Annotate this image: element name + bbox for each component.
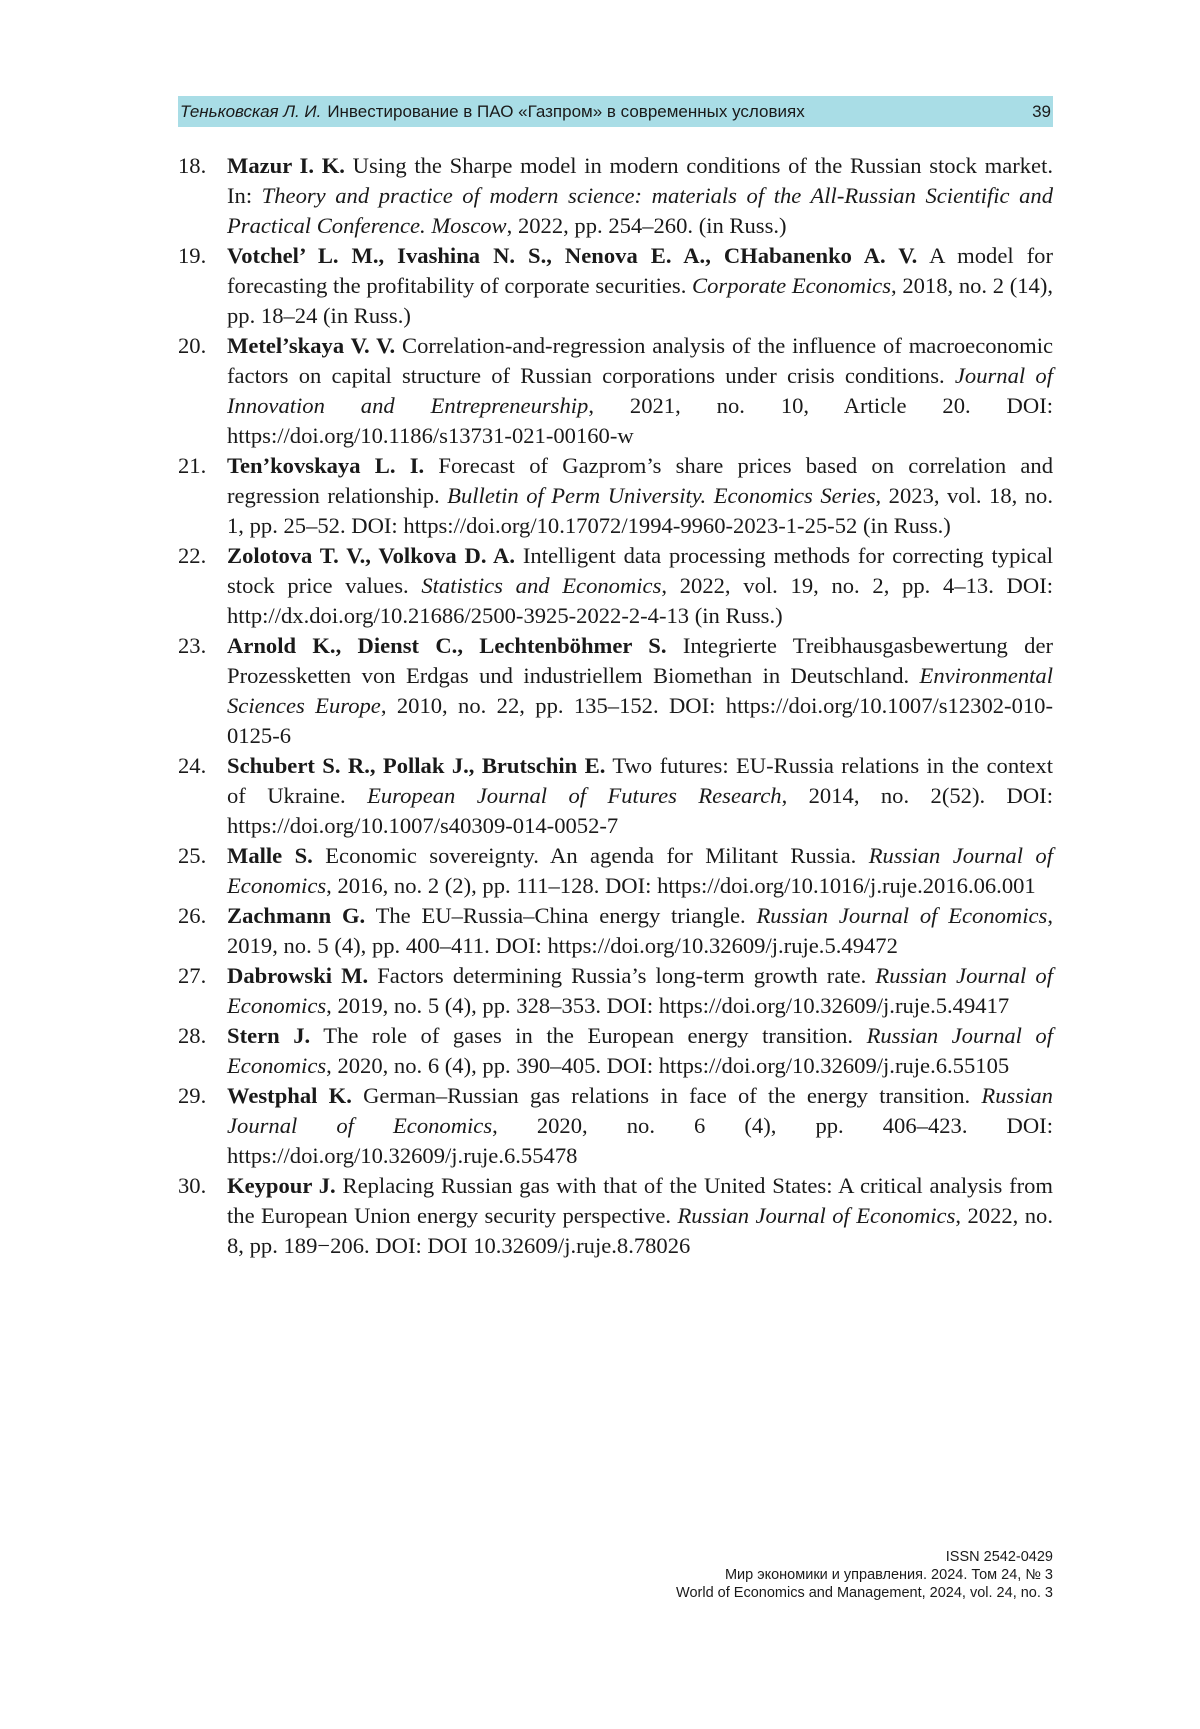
reference-text: The EU–Russia–China energy triangle. [365,903,757,928]
header-author: Теньковская Л. И. [180,101,322,121]
reference-source: Environmental Sciences Europe [227,663,1053,718]
reference-item [178,1171,1053,1261]
reference-number: 18. [178,153,207,178]
reference-number: 21. [178,453,207,478]
reference-source: European Journal of Futures Research [367,783,782,808]
reference-text: The role of gases in the European energy transition. [310,1023,867,1048]
reference-authors: Zachmann G. [227,903,366,928]
reference-details: , 2016, no. 2 (2), pp. 111–128. DOI: https://doi.org/10.1016/j.ruje.2016.06.001 [326,873,1036,898]
reference-item [178,1081,1053,1171]
reference-source: Journal of Innovation and Entrepreneurship [227,363,1053,418]
reference-details: , 2014, no. 2(52). DOI: https://doi.org/10.1007/s40309-014-0052-7 [227,783,1053,838]
reference-item [178,451,1053,541]
reference-item [178,541,1053,631]
reference-text: A model for forecasting the profitability of corporate securities. [227,243,1054,298]
reference-list [178,151,1053,1261]
reference-authors: Keypour J. [227,1173,336,1198]
reference-text: Using the Sharpe model in modern conditions of the Russian stock market. In: [227,153,1053,208]
reference-number: 23. [178,633,207,658]
reference-number: 22. [178,543,207,568]
footer-issn: ISSN 2542-0429 [945,1549,1053,1565]
reference-item [178,631,1053,751]
reference-text: German–Russian gas relations in face of the energy transition. [351,1083,982,1108]
reference-authors: Westphal K. [227,1083,352,1108]
journal-footer [676,1548,1053,1602]
reference-item [178,841,1053,901]
reference-number: 30. [178,1173,207,1198]
reference-source: Theory and practice of modern science: materials of the All-Russian Scientific and Practical Conference. Moscow [227,183,1053,238]
reference-text: Factors determining Russia’s long-term growth rate. [368,963,876,988]
reference-item [178,1021,1053,1081]
reference-number: 20. [178,333,207,358]
reference-number: 27. [178,963,207,988]
reference-item [178,151,1053,241]
reference-item [178,751,1053,841]
reference-authors: Malle S. [227,843,313,868]
reference-text: Correlation-and-regression analysis of the influence of macroeconomic factors on capital structure of Russian corporations under crisis conditions. [227,333,1053,388]
reference-source: Russian Journal of Economics [756,903,1048,928]
reference-source: Corporate Economics [692,273,891,298]
reference-text: Intelligent data processing methods for correcting typical stock price values. [227,543,1053,598]
reference-authors: Mazur I. K. [227,153,345,178]
reference-number: 24. [178,753,207,778]
reference-text: Forecast of Gazprom’s share prices based on correlation and regression relationship. [227,453,1053,508]
reference-authors: Schubert S. R., Pollak J., Brutschin E. [227,753,606,778]
reference-details: , 2019, no. 5 (4), pp. 328–353. DOI: https://doi.org/10.32609/j.ruje.5.49417 [326,993,1010,1018]
reference-details: , 2020, no. 6 (4), pp. 390–405. DOI: https://doi.org/10.32609/j.ruje.6.55105 [326,1053,1010,1078]
reference-details: , 2022, vol. 19, no. 2, pp. 4–13. DOI: http://dx.doi.org/10.21686/2500-3925-2022-2-4-13 (in Russ.) [227,573,1053,628]
reference-details: , 2021, no. 10, Article 20. DOI: https://doi.org/10.1186/s13731-021-00160-w [227,393,1053,448]
footer-journal-ru: Мир экономики и управления. 2024. Том 24, № 3 [724,1567,1053,1583]
reference-number: 26. [178,903,207,928]
reference-authors: Stern J. [227,1023,311,1048]
reference-details: , 2020, no. 6 (4), pp. 406–423. DOI: https://doi.org/10.32609/j.ruje.6.55478 [227,1113,1053,1168]
reference-text: Integrierte Treibhausgasbewertung der Prozessketten von Erdgas und industriellem Biomethan in Deutschland. [227,633,1053,688]
reference-authors: Arnold K., Dienst C., Lechtenböhmer S. [227,633,667,658]
reference-details: , 2022, no. 8, pp. 189−206. DOI: DOI 10.32609/j.ruje.8.78026 [227,1203,1054,1258]
reference-authors: Dabrowski M. [227,963,369,988]
page-number: 39 [1032,101,1051,121]
reference-number: 29. [178,1083,207,1108]
reference-text: Economic sovereignty. An agenda for Militant Russia. [312,843,869,868]
reference-source: Russian Journal of Economics [227,1083,1053,1138]
reference-item [178,961,1053,1021]
reference-details: , 2022, pp. 254–260. (in Russ.) [506,213,787,238]
running-header [178,96,1053,127]
reference-source: Statistics and Economics [421,573,662,598]
reference-number: 19. [178,243,207,268]
reference-authors: Metel’skaya V. V. [227,333,396,358]
reference-text: Two futures: EU-Russia relations in the context of Ukraine. [227,753,1053,808]
reference-item [178,901,1053,961]
reference-item [178,331,1053,451]
reference-details: , 2023, vol. 18, no. 1, pp. 25–52. DOI: https://doi.org/10.17072/1994-9960-2023-1-25-52 (in Russ.) [227,483,1053,538]
reference-number: 28. [178,1023,207,1048]
reference-item [178,241,1053,331]
reference-authors: Ten’kovskaya L. I. [227,453,425,478]
header-title: Инвестирование в ПАО «Газпром» в современных условиях [327,101,805,121]
reference-source: Bulletin of Perm University. Economics Series [447,483,876,508]
reference-details: , 2019, no. 5 (4), pp. 400–411. DOI: https://doi.org/10.32609/j.ruje.5.49472 [227,903,1053,958]
reference-details: , 2018, no. 2 (14), pp. 18–24 (in Russ.) [227,273,1053,328]
reference-authors: Votchel’ L. M., Ivashina N. S., Nenova E. A., CHabanenko A. V. [227,243,918,268]
reference-text: Replacing Russian gas with that of the United States: A critical analysis from the European Union energy security perspective. [227,1173,1053,1228]
reference-authors: Zolotova T. V., Volkova D. A. [227,543,516,568]
reference-source: Russian Journal of Economics [227,843,1053,898]
footer-journal-en: World of Economics and Management, 2024, vol. 24, no. 3 [676,1585,1053,1601]
header-left [180,102,805,122]
reference-source: Russian Journal of Economics [227,1023,1054,1078]
reference-number: 25. [178,843,207,868]
reference-source: Russian Journal of Economics [227,963,1054,1018]
reference-source: Russian Journal of Economics [677,1203,956,1228]
reference-details: , 2010, no. 22, pp. 135–152. DOI: https://doi.org/10.1007/s12302-010-0125-6 [227,693,1053,748]
